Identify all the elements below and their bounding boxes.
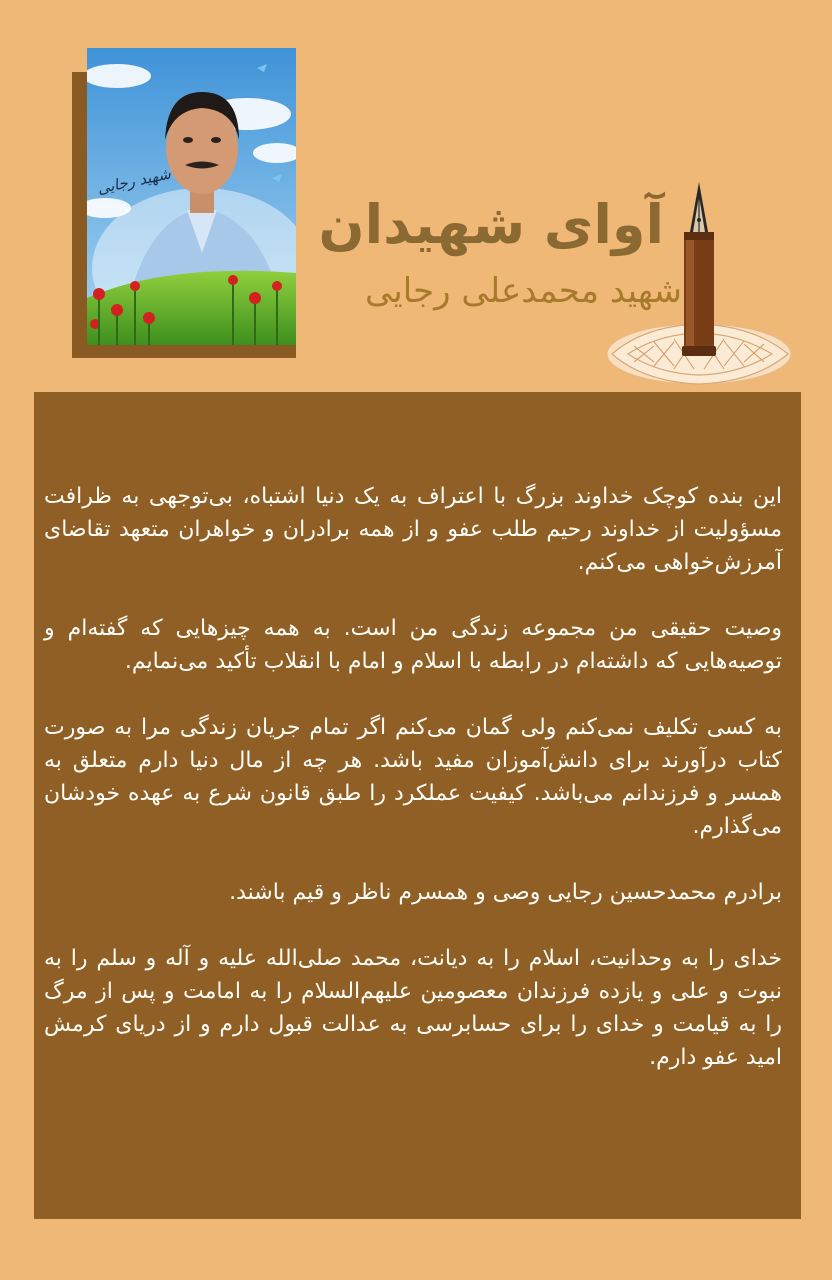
page-title: آوای شهیدان: [318, 193, 664, 256]
pen-ornament: [604, 176, 800, 416]
paragraph: این بنده کوچک خداوند بزرگ با اعتراف به یک دنیا اشتباه، بی‌توجهی به ظرافت مسؤولیت از خداوند رحیم طلب عفو و از همه برادران و خواهران متعهد تقاضای آمرزش‌خواهی می‌کنم.: [44, 484, 782, 575]
calligraphy-signature: شهید رجایی: [95, 164, 173, 198]
will-text: [44, 480, 782, 1107]
martyr-name: شهید محمدعلی رجایی: [364, 271, 682, 311]
paragraph: برادرم محمدحسین رجایی وصی و همسرم ناظر و قیم باشند.: [229, 880, 782, 905]
portrait-illustration: [87, 48, 296, 345]
fountain-pen-icon: [682, 182, 716, 356]
paragraph: خدای را به وحدانیت، اسلام را به دیانت، محمد صلی‌الله علیه و آله و سلم را به نبوت و علی و یازده فرزندان معصومین علیهم‌السلام را به امامت و پس از مرگ را به قیامت و خدای را برای حسابرسی به عدالت قبول دارم و از دریای کرمش امید عفو دارم.: [44, 946, 782, 1070]
paragraph: به کسی تکلیف نمی‌کنم ولی گمان می‌کنم اگر تمام جریان زندگی مرا به صورت کتاب درآورند برای دانش‌آموزان مفید باشد. هر چه از مال دنیا دارم متعلق به همسر و فرزندانم می‌باشد. کیفیت عملکرد را طبق قانون شرع به عهده خودشان می‌گذارم.: [44, 715, 782, 839]
martyr-portrait: [87, 48, 296, 345]
paragraph: وصیت حقیقی من مجموعه زندگی من است. به همه چیزهایی که گفته‌ام و توصیه‌هایی که داشته‌ام در رابطه با اسلام و امام با انقلاب تأکید می‌نمایم.: [44, 616, 782, 674]
